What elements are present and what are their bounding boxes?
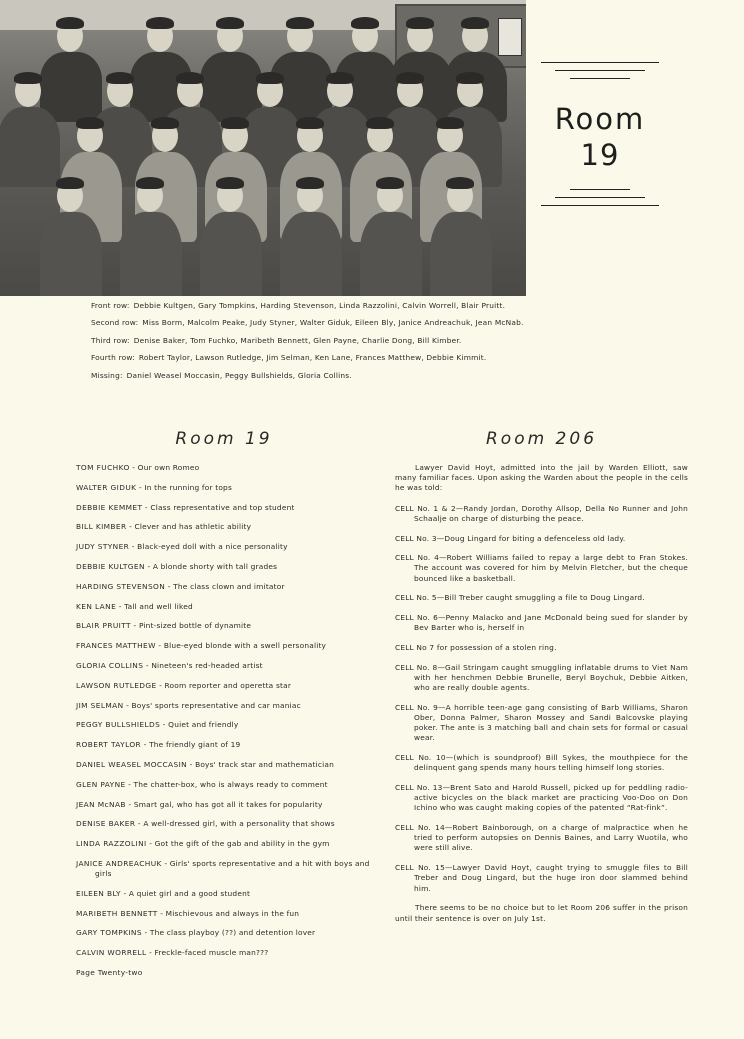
photo-figure-hair xyxy=(351,17,379,29)
student-description: Nineteen's red-headed artist xyxy=(151,660,263,670)
caption-row-label: Fourth row: xyxy=(91,353,135,363)
student-entry xyxy=(76,760,372,770)
student-description: Tall and well liked xyxy=(124,601,193,611)
entry-separator: - xyxy=(160,720,169,730)
photo-poster xyxy=(498,18,522,56)
student-entry xyxy=(76,463,372,473)
caption-row-label: Missing: xyxy=(91,370,123,380)
photo-figure xyxy=(360,212,422,296)
entry-separator: - xyxy=(146,839,155,849)
student-entry xyxy=(76,582,372,592)
student-entry xyxy=(76,800,372,810)
photo-figure-hair xyxy=(146,17,174,29)
caption-row xyxy=(91,353,531,363)
photo-figure-hair xyxy=(456,72,484,84)
caption-row-label: Third row: xyxy=(91,335,130,345)
student-description: Freckle-faced muscle man??? xyxy=(154,948,269,958)
photo-figure-hair xyxy=(56,177,84,189)
cell-entry: CELL No. 9—A horrible teen-age gang consisting of Barb Williams, Sharon Ober, Donna Palmer, Sharon Mossey and Sandi Balcovske playing poker. The ante is 3 matching ball and chain sets for formal or casual wear. xyxy=(395,702,688,743)
cell-entry: CELL No. 8—Gail Stringam caught smuggling inflatable drums to Viet Nam with her henchmen Debbie Brunelle, Beryl Boychuk, Debbie Aitken, who are really double agents. xyxy=(395,662,688,693)
student-name: MARIBETH BENNETT xyxy=(76,908,158,918)
student-description: A blonde shorty with tall grades xyxy=(152,561,278,571)
photo-figure-hair xyxy=(151,117,179,129)
student-entry xyxy=(76,839,372,849)
student-name: GLEN PAYNE xyxy=(76,779,126,789)
student-name: TOM FUCHKO xyxy=(76,463,130,472)
student-entry xyxy=(76,701,372,711)
room19-list xyxy=(76,463,372,958)
student-name: JANICE ANDREACHUK xyxy=(76,858,162,868)
photo-figure-hair xyxy=(221,117,249,129)
photo-figure-hair xyxy=(286,17,314,29)
student-name: FRANCES MATTHEW xyxy=(76,641,156,651)
student-entry xyxy=(76,948,372,958)
rule-line xyxy=(541,62,659,63)
student-entry xyxy=(76,621,372,631)
student-name: BILL KIMBER xyxy=(76,522,127,532)
entry-separator: - xyxy=(123,700,132,710)
photo-figure xyxy=(120,212,182,296)
photo-figure xyxy=(40,212,102,296)
caption-row-names: Daniel Weasel Moccasin, Peggy Bullshields, Gloria Collins. xyxy=(126,370,352,380)
student-name: DEBBIE KEMMET xyxy=(76,502,143,512)
student-entry xyxy=(76,859,372,879)
student-entry xyxy=(76,819,372,829)
student-name: DENISE BAKER xyxy=(76,819,136,829)
student-description: Mischievous and always in the fun xyxy=(165,908,300,918)
entry-separator: - xyxy=(161,858,170,868)
photo-figure-hair xyxy=(366,117,394,129)
photo-figure-hair xyxy=(216,17,244,29)
room206-cells xyxy=(395,504,688,894)
student-entry xyxy=(76,681,372,691)
student-entry xyxy=(76,503,372,513)
student-entry xyxy=(76,928,372,938)
student-name: CALVIN WORRELL xyxy=(76,948,147,958)
student-entry xyxy=(76,780,372,790)
cell-entry: CELL No. 4—Robert Williams failed to repay a large debt to Fran Stokes. The account was covered for him by Melvin Fletcher, but the cheque bounced like a basketball. xyxy=(395,553,688,583)
cell-entry: CELL No. 5—Bill Treber caught smuggling a file to Doug Lingard. xyxy=(395,593,645,603)
student-description: Blue-eyed blonde with a swell personality xyxy=(163,641,327,651)
entry-separator: - xyxy=(143,660,152,670)
caption-row-names: Debbie Kultgen, Gary Tompkins, Harding Stevenson, Linda Razzolini, Calvin Worrell, Blair Pruitt. xyxy=(133,301,506,310)
class-photo xyxy=(0,0,526,296)
entry-separator: - xyxy=(126,522,135,532)
entry-separator: - xyxy=(141,928,150,938)
student-description: In the running for tops xyxy=(144,482,232,492)
caption-row-label: Front row: xyxy=(91,301,130,310)
photo-figure-hair xyxy=(406,17,434,29)
cell-entry: CELL No. 1 & 2—Randy Jordan, Dorothy Allsop, Della No Runner and John Schaalje on charge of disturbing the peace. xyxy=(395,503,688,523)
cell-entry: CELL No. 3—Doug Lingard for biting a defenceless old lady. xyxy=(395,533,626,543)
photo-figure xyxy=(40,52,102,122)
entry-separator: - xyxy=(146,948,155,958)
entry-separator: - xyxy=(142,502,151,512)
student-entry xyxy=(76,740,372,750)
room-header-block xyxy=(541,62,659,206)
photo-figure-hair xyxy=(14,72,42,84)
student-description: Got the gift of the gab and ability in the gym xyxy=(154,839,330,849)
student-description: Smart gal, who has got all it takes for popularity xyxy=(133,799,323,809)
cell-entry: CELL No 7 for possession of a stolen ring. xyxy=(395,642,557,652)
student-description: Pint-sized bottle of dynamite xyxy=(138,621,252,631)
caption-row-names: Denise Baker, Tom Fuchko, Maribeth Bennett, Glen Payne, Charlie Dong, Bill Kimber. xyxy=(133,335,462,345)
student-name: WALTER GIDUK xyxy=(76,482,137,492)
student-name: JIM SELMAN xyxy=(76,700,124,710)
room-header-number: 19 xyxy=(580,138,620,172)
room-header-title: Room xyxy=(554,102,646,136)
photo-figure-hair xyxy=(446,177,474,189)
caption-row xyxy=(91,301,531,311)
room206-title: Room 206 xyxy=(485,429,598,449)
entry-separator: - xyxy=(125,779,134,789)
photo-figure-hair xyxy=(296,117,324,129)
student-name: LAWSON RUTLEDGE xyxy=(76,680,157,690)
photo-figure-hair xyxy=(461,17,489,29)
photo-figure xyxy=(280,212,342,296)
student-name: JUDY STYNER xyxy=(76,542,130,552)
student-name: BLAIR PRUITT xyxy=(76,621,131,631)
student-entry xyxy=(76,661,372,671)
caption-row-label: Second row: xyxy=(91,318,139,328)
student-description: A well-dressed girl, with a personality that shows xyxy=(143,819,335,829)
page-number: Page Twenty-two xyxy=(76,967,143,977)
rule-line xyxy=(541,205,659,206)
entry-separator: - xyxy=(165,581,174,591)
cell-entry: CELL No. 6—Penny Malacko and Jane McDonald being sued for slander by Bev Barter who is, herself in xyxy=(395,613,688,633)
student-entry xyxy=(76,542,372,552)
photo-figure xyxy=(430,212,492,296)
student-entry xyxy=(76,889,372,899)
entry-separator: - xyxy=(157,908,166,918)
caption-row-names: Miss Borm, Malcolm Peake, Judy Styner, Walter Giduk, Eileen Bly, Janice Andreachuk, Jean McNab. xyxy=(142,318,524,328)
caption-row xyxy=(91,318,531,328)
caption-row xyxy=(91,336,531,346)
student-description: Quiet and friendly xyxy=(168,720,239,730)
cell-entry: CELL No. 10—(which is soundproof) Bill Sykes, the mouthpiece for the delinquent gang spends many hours telling himself long stories. xyxy=(395,753,688,773)
entry-separator: - xyxy=(125,799,134,809)
student-entry xyxy=(76,483,372,493)
room206-column xyxy=(395,427,688,934)
student-description: Room reporter and operetta star xyxy=(164,680,292,690)
student-entry xyxy=(76,720,372,730)
student-name: EILEEN BLY xyxy=(76,888,121,898)
student-description: Black-eyed doll with a nice personality xyxy=(137,542,288,552)
room19-column xyxy=(76,427,372,977)
student-name: KEN LANE xyxy=(76,601,117,611)
student-description: The chatter-box, who is always ready to comment xyxy=(133,779,328,789)
photo-figure-hair xyxy=(256,72,284,84)
entry-separator: - xyxy=(155,641,164,651)
rule-line xyxy=(555,70,645,71)
entry-separator: - xyxy=(130,621,139,631)
photo-figure xyxy=(200,212,262,296)
student-description: Clever and has athletic ability xyxy=(134,522,252,532)
entry-separator: - xyxy=(135,819,144,829)
student-name: GARY TOMPKINS xyxy=(76,928,142,938)
student-name: HARDING STEVENSON xyxy=(76,581,166,591)
student-name: DANIEL WEASEL MOCCASIN xyxy=(76,759,188,769)
entry-separator: - xyxy=(129,542,138,552)
room206-intro: Lawyer David Hoyt, admitted into the jail by Warden Elliott, saw many familiar faces. Upon asking the Warden about the people in the cells he was told: xyxy=(395,463,688,493)
student-description: The class playboy (??) and detention lover xyxy=(149,928,316,938)
photo-figure-hair xyxy=(436,117,464,129)
student-name: DEBBIE KULTGEN xyxy=(76,561,145,571)
photo-figure-hair xyxy=(376,177,404,189)
room19-title: Room 19 xyxy=(175,429,273,449)
photo-caption xyxy=(91,301,531,388)
photo-figure-hair xyxy=(106,72,134,84)
student-description: A quiet girl and a good student xyxy=(128,888,251,898)
student-name: LINDA RAZZOLINI xyxy=(76,839,147,849)
student-description: Boys' sports representative and car maniac xyxy=(131,700,301,710)
student-entry xyxy=(76,602,372,612)
photo-figure-hair xyxy=(76,117,104,129)
student-description: The friendly giant of 19 xyxy=(149,740,241,750)
entry-separator: - xyxy=(141,740,150,750)
photo-figure-hair xyxy=(296,177,324,189)
cell-entry: CELL No. 13—Brent Sato and Harold Russell, picked up for peddling radio-active bicycles on the black market are practicing Voo-Doo on Don Ichino who was caught making copies of the patented “Rat-fink”. xyxy=(395,782,688,813)
entry-separator: - xyxy=(156,680,165,690)
caption-row-names: Robert Taylor, Lawson Rutledge, Jim Selman, Ken Lane, Frances Matthew, Debbie Kimmit. xyxy=(138,353,487,363)
student-description: Our own Romeo xyxy=(137,463,200,472)
student-description: Class representative and top student xyxy=(150,502,295,512)
photo-figure-hair xyxy=(176,72,204,84)
student-entry xyxy=(76,562,372,572)
photo-figure-hair xyxy=(396,72,424,84)
student-entry xyxy=(76,522,372,532)
student-entry xyxy=(76,909,372,919)
student-description: Boys' track star and mathematician xyxy=(195,759,335,769)
entry-separator: - xyxy=(116,601,125,611)
photo-figure-hair xyxy=(326,72,354,84)
room206-closing: There seems to be no choice but to let Room 206 suffer in the prison until their sentence is over on July 1st. xyxy=(395,903,688,923)
entry-separator: - xyxy=(120,888,129,898)
caption-row xyxy=(91,371,531,381)
photo-figure-hair xyxy=(216,177,244,189)
student-description: The class clown and imitator xyxy=(173,581,285,591)
student-entry xyxy=(76,641,372,651)
rule-line xyxy=(555,197,645,198)
student-description: Girls' sports representative and a hit with boys and girls xyxy=(95,858,370,878)
student-name: JEAN McNAB xyxy=(76,799,126,809)
photo-figure xyxy=(0,107,60,187)
student-name: ROBERT TAYLOR xyxy=(76,740,142,750)
entry-separator: - xyxy=(187,759,196,769)
cell-entry: CELL No. 14—Robert Bainborough, on a charge of malpractice when he tried to perform autopsies on Dennis Baines, and Larry Wuotila, who were still alive. xyxy=(395,823,688,853)
entry-separator: - xyxy=(129,463,138,472)
student-name: GLORIA COLLINS xyxy=(76,660,144,670)
cell-entry: CELL No. 15—Lawyer David Hoyt, caught trying to smuggle files to Bill Treber and Doug Lingard, but the huge iron door slammed behind him. xyxy=(395,863,688,893)
entry-separator: - xyxy=(136,482,145,492)
entry-separator: - xyxy=(144,561,153,571)
photo-figure-hair xyxy=(56,17,84,29)
student-name: PEGGY BULLSHIELDS xyxy=(76,720,161,730)
rule-line xyxy=(570,189,630,190)
photo-figure-hair xyxy=(136,177,164,189)
